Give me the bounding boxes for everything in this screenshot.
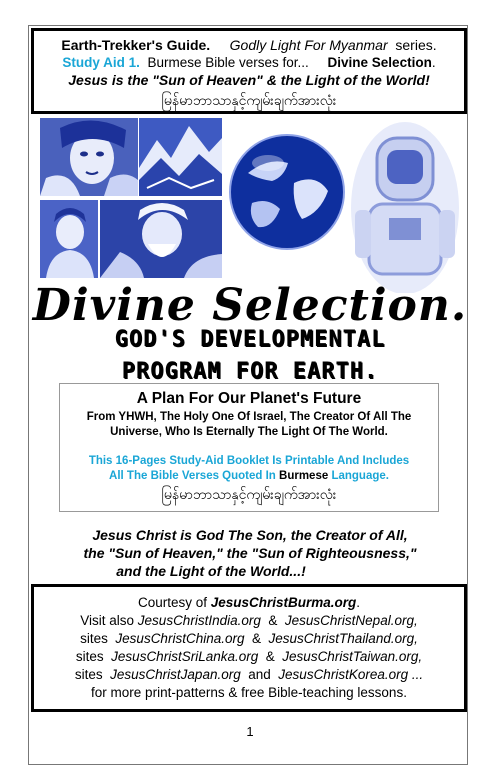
booklet-line-2-end: Language. [328, 470, 389, 482]
page-number: 1 [246, 724, 254, 739]
sites-word-1: sites [80, 631, 108, 646]
amp-2: & [252, 631, 262, 646]
amp-3: & [265, 649, 275, 664]
india-site-link[interactable]: JesusChristIndia.org [137, 613, 261, 628]
sites-word-2: sites [75, 649, 104, 664]
verses-text: Burmese Bible verses for... [147, 55, 309, 70]
courtesy-suffix: . [356, 595, 361, 610]
japan-site-link[interactable]: JesusChristJapan.org [110, 667, 241, 682]
nepal-site-link[interactable]: JesusChristNepal.org, [284, 613, 418, 628]
visit-prefix: Visit also [80, 613, 138, 628]
thailand-site-link[interactable]: JesusChristThailand.org, [268, 631, 418, 646]
series-brand: Earth-Trekker's Guide. [61, 37, 211, 53]
header-box [31, 28, 467, 114]
closing-line: for more print-patterns & free Bible-teaching lessons. [91, 685, 407, 700]
booklet-line-1: This 16-Pages Study-Aid Booklet Is Printable And Includes [88, 455, 410, 467]
statement-line-1: Jesus Christ is God The Son, the Creator of All, [92, 527, 408, 543]
man-photo [100, 200, 222, 278]
burma-site-link[interactable]: JesusChristBurma.org [210, 595, 357, 610]
astronaut-image [349, 118, 461, 293]
plan-burmese: မြန်မာဘာသာနှင့်ကျမ်းချက်အားလုံး [161, 487, 337, 503]
series-word: series. [395, 37, 437, 53]
taiwan-site-link[interactable]: JesusChristTaiwan.org, [282, 649, 423, 664]
girl-photo [40, 118, 138, 196]
subtitle-line-2: PROGRAM FOR EARTH. [121, 359, 379, 384]
visit-line [34, 613, 464, 628]
srilanka-site-link[interactable]: JesusChristSriLanka.org [111, 649, 259, 664]
plan-heading: A Plan For Our Planet's Future [136, 390, 362, 407]
plan-desc-line-2: Universe, Who Is Eternally The Light Of The World. [110, 426, 388, 438]
sites-line-2 [34, 649, 464, 664]
burmese-word: Burmese [279, 470, 329, 482]
sites-line-1 [34, 631, 464, 646]
series-name: Godly Light For Myanmar [229, 37, 388, 53]
subtitle-line-1: GOD'S DEVELOPMENTAL [114, 327, 386, 352]
and-word: and [248, 667, 271, 682]
header-burmese: မြန်မာဘာသာနှင့်ကျမ်းချက်အားလုံး [161, 93, 337, 109]
study-aid-line [34, 55, 464, 70]
sites-word-3: sites [74, 667, 103, 682]
courtesy-prefix: Courtesy of [137, 595, 211, 610]
booklet-line-2 [60, 470, 438, 482]
korea-site-link[interactable]: JesusChristKorea.org ... [278, 667, 424, 682]
plan-desc-line-1: From YHWH, The Holy One Of Israel, The Creator Of All The [86, 411, 412, 423]
statement-line-2: the "Sun of Heaven," the "Sun of Righteousness," [83, 545, 417, 561]
amp-1: & [268, 613, 278, 628]
boy-photo [40, 200, 98, 278]
topic-period: . [431, 55, 436, 70]
statement-line-3: and the Light of the World...! [116, 563, 306, 579]
study-aid-label: Study Aid 1. [62, 55, 140, 70]
mountains-photo [139, 118, 222, 196]
plan-box [59, 383, 439, 512]
china-site-link[interactable]: JesusChristChina.org [115, 631, 245, 646]
earth-globe-image [228, 133, 346, 251]
header-tagline: Jesus is the "Sun of Heaven" & the Light of the World! [68, 72, 430, 88]
series-line [34, 37, 464, 53]
booklet-line-2-start: All The Bible Verses Quoted In [109, 470, 280, 482]
topic-label: Divine Selection [327, 55, 432, 70]
courtesy-box [31, 584, 467, 712]
main-title: Divine Selection. [32, 280, 468, 331]
courtesy-line [34, 595, 464, 610]
sites-line-3 [34, 667, 464, 682]
